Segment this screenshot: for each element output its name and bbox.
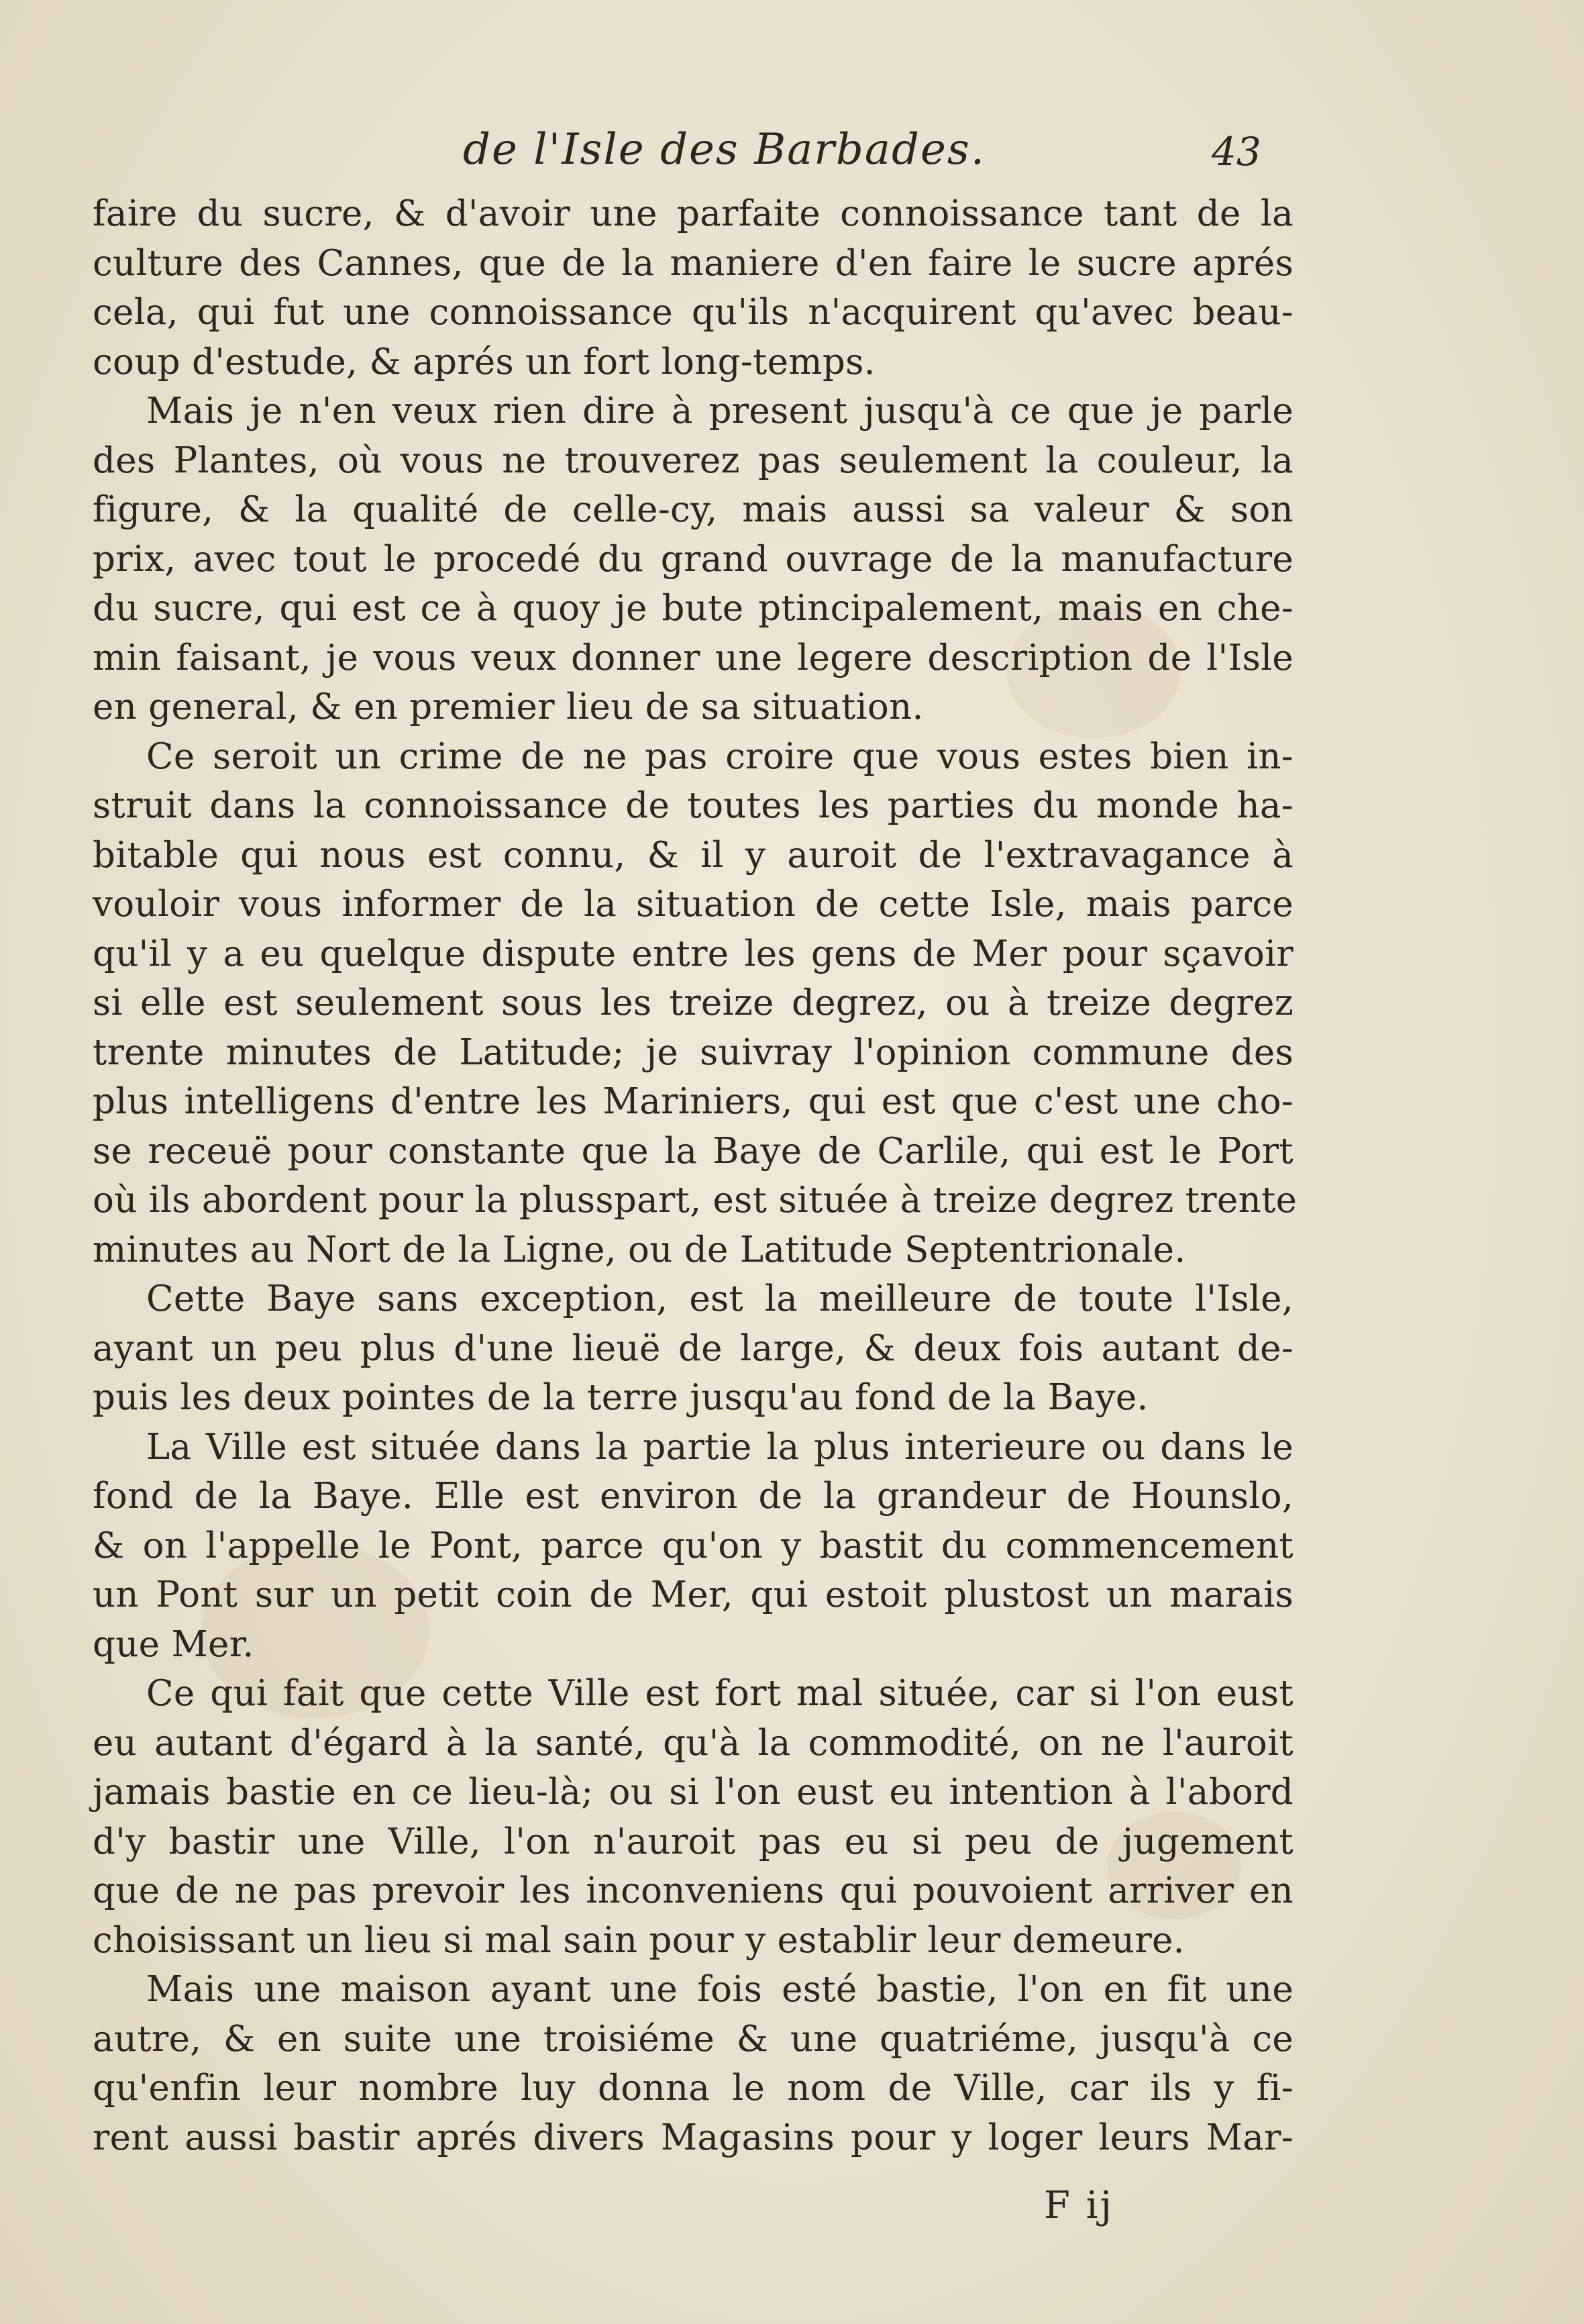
text-line: se receuë pour constante que la Baye de Carlile, qui est le Port — [93, 1130, 1293, 1172]
text-line: bitable qui nous est connu, & il y auroit de l'extravagance à — [93, 834, 1293, 876]
text-line: ayant un peu plus d'une lieuë de large, & deux fois autant de- — [93, 1327, 1293, 1369]
text-line: La Ville est située dans la partie la plus interieure ou dans le — [146, 1426, 1293, 1468]
text-line: prix, avec tout le procedé du grand ouvrage de la manufacture — [93, 538, 1293, 580]
text-line: & on l'appelle le Pont, parce qu'on y bastit du commencement — [93, 1525, 1293, 1566]
text-line: min faisant, je vous veux donner une legere description de l'Isle — [93, 637, 1293, 678]
text-line: jamais bastie en ce lieu-là; ou si l'on eust eu intention à l'abord — [93, 1772, 1293, 1813]
text-line: que Mer. — [93, 1623, 254, 1665]
text-line: coup d'estude, & aprés un fort long-temps. — [93, 341, 876, 383]
text-line: du sucre, qui est ce à quoy je bute ptincipalement, mais en che- — [93, 588, 1293, 629]
text-line: d'y bastir une Ville, l'on n'auroit pas eu si peu de jugement — [93, 1821, 1293, 1862]
signature-mark: F ij — [1044, 2184, 1114, 2227]
running-title: de l'Isle des Barbades. — [463, 125, 986, 174]
text-line: si elle est seulement sous les treize degrez, ou à treize degrez — [93, 982, 1293, 1023]
text-line: trente minutes de Latitude; je suivray l'opinion commune des — [93, 1031, 1293, 1073]
text-line: en general, & en premier lieu de sa situation. — [93, 687, 924, 727]
text-line: puis les deux pointes de la terre jusqu'au fond de la Baye. — [93, 1377, 1149, 1418]
text-line: faire du sucre, & d'avoir une parfaite connoissance tant de la — [93, 193, 1293, 234]
text-line: vouloir vous informer de la situation de cette Isle, mais parce — [93, 884, 1293, 925]
text-line: fond de la Baye. Elle est environ de la grandeur de Hounslo, — [93, 1476, 1293, 1517]
text-line: autre, & en suite une troisiéme & une quatriéme, jusqu'à ce — [93, 2018, 1293, 2060]
text-line: Mais une maison ayant une fois esté bastie, l'on en fit une — [146, 1969, 1293, 2010]
text-line: plus intelligens d'entre les Mariniers, qui est que c'est une cho- — [93, 1081, 1293, 1122]
body-text — [93, 189, 1298, 2162]
running-head — [0, 125, 1584, 185]
text-line: figure, & la qualité de celle-cy, mais aussi sa valeur & son — [93, 489, 1293, 530]
text-line: culture des Cannes, que de la maniere d'en faire le sucre aprés — [93, 242, 1293, 284]
text-line: eu autant d'égard à la santé, qu'à la commodité, on ne l'auroit — [93, 1722, 1293, 1764]
page-number: 43 — [1212, 129, 1261, 174]
text-line: où ils abordent pour la plusspart, est située à treize degrez trente — [93, 1180, 1298, 1221]
text-line: rent aussi bastir aprés divers Magasins pour y loger leurs Mar- — [93, 2117, 1293, 2158]
text-line: que de ne pas prevoir les inconveniens qui pouvoient arriver en — [93, 1870, 1293, 1911]
text-line: struit dans la connoissance de toutes les parties du monde ha- — [93, 785, 1293, 826]
text-line: minutes au Nort de la Ligne, ou de Latitude Septentrionale. — [93, 1229, 1186, 1270]
text-line: Cette Baye sans exception, est la meilleure de toute l'Isle, — [146, 1278, 1293, 1319]
text-line: Mais je n'en veux rien dire à present jusqu'à ce que je parle — [146, 391, 1293, 432]
text-line: choisissant un lieu si mal sain pour y establir leur demeure. — [93, 1919, 1185, 1961]
text-line: qu'enfin leur nombre luy donna le nom de Ville, car ils y fi- — [93, 2068, 1293, 2109]
text-line: des Plantes, où vous ne trouverez pas seulement la couleur, la — [93, 440, 1293, 481]
text-line: qu'il y a eu quelque dispute entre les gens de Mer pour sçavoir — [93, 933, 1293, 974]
text-line: cela, qui fut une connoissance qu'ils n'acquirent qu'avec beau- — [93, 292, 1293, 333]
text-line: un Pont sur un petit coin de Mer, qui estoit plustost un marais — [93, 1574, 1293, 1615]
text-line: Ce seroit un crime de ne pas croire que vous estes bien in- — [146, 736, 1293, 777]
text-line: Ce qui fait que cette Ville est fort mal située, car si l'on eust — [146, 1673, 1293, 1714]
